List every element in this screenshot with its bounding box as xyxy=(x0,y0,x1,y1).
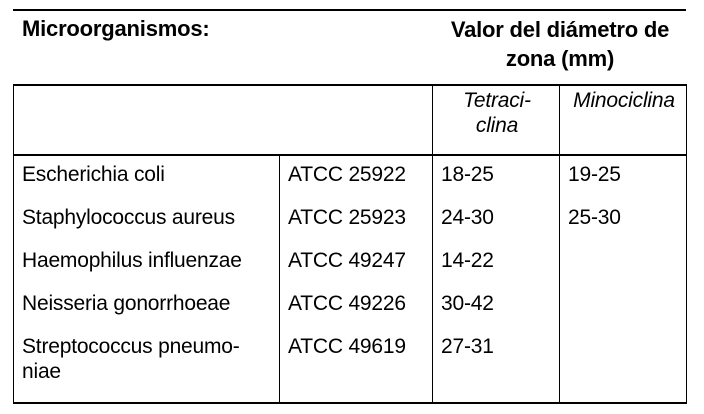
table-row xyxy=(14,242,687,285)
table-row xyxy=(14,155,687,199)
zone-diameter-table xyxy=(13,84,687,404)
tetraciclina-cell: 18-25 xyxy=(433,155,560,199)
atcc-cell: ATCC 49226 xyxy=(280,285,433,328)
tetraciclina-cell: 27-31 xyxy=(433,328,560,403)
atcc-cell: ATCC 25923 xyxy=(280,199,433,242)
organism-cell: Staphylococcus aureus xyxy=(14,199,280,242)
table-header-row xyxy=(14,85,687,155)
header-cell-empty xyxy=(14,85,433,155)
header-cell-minociclina: Minociclina xyxy=(560,85,687,155)
organisms-heading: Microorganismos: xyxy=(22,16,210,41)
organism-cell: Escherichia coli xyxy=(14,155,280,199)
table-row xyxy=(14,285,687,328)
minociclina-cell: 25-30 xyxy=(560,199,687,242)
zone-diameter-heading: Valor del diámetro de zona (mm) xyxy=(450,17,670,71)
minociclina-cell: 19-25 xyxy=(560,155,687,199)
tetraciclina-cell: 30-42 xyxy=(433,285,560,328)
top-rule xyxy=(13,9,686,11)
table-row xyxy=(14,328,687,403)
minociclina-cell xyxy=(560,242,687,285)
organism-cell: Haemophilus influenzae xyxy=(14,242,280,285)
tetraciclina-cell: 14-22 xyxy=(433,242,560,285)
minociclina-cell xyxy=(560,328,687,403)
atcc-cell: ATCC 49247 xyxy=(280,242,433,285)
organism-cell: Streptococcus pneumo- niae xyxy=(14,328,280,403)
atcc-cell: ATCC 49619 xyxy=(280,328,433,403)
header-cell-tetraciclina: Tetraci- clina xyxy=(433,85,560,155)
organism-cell: Neisseria gonorrhoeae xyxy=(14,285,280,328)
minociclina-cell xyxy=(560,285,687,328)
tetraciclina-cell: 24-30 xyxy=(433,199,560,242)
table-row xyxy=(14,199,687,242)
atcc-cell: ATCC 25922 xyxy=(280,155,433,199)
